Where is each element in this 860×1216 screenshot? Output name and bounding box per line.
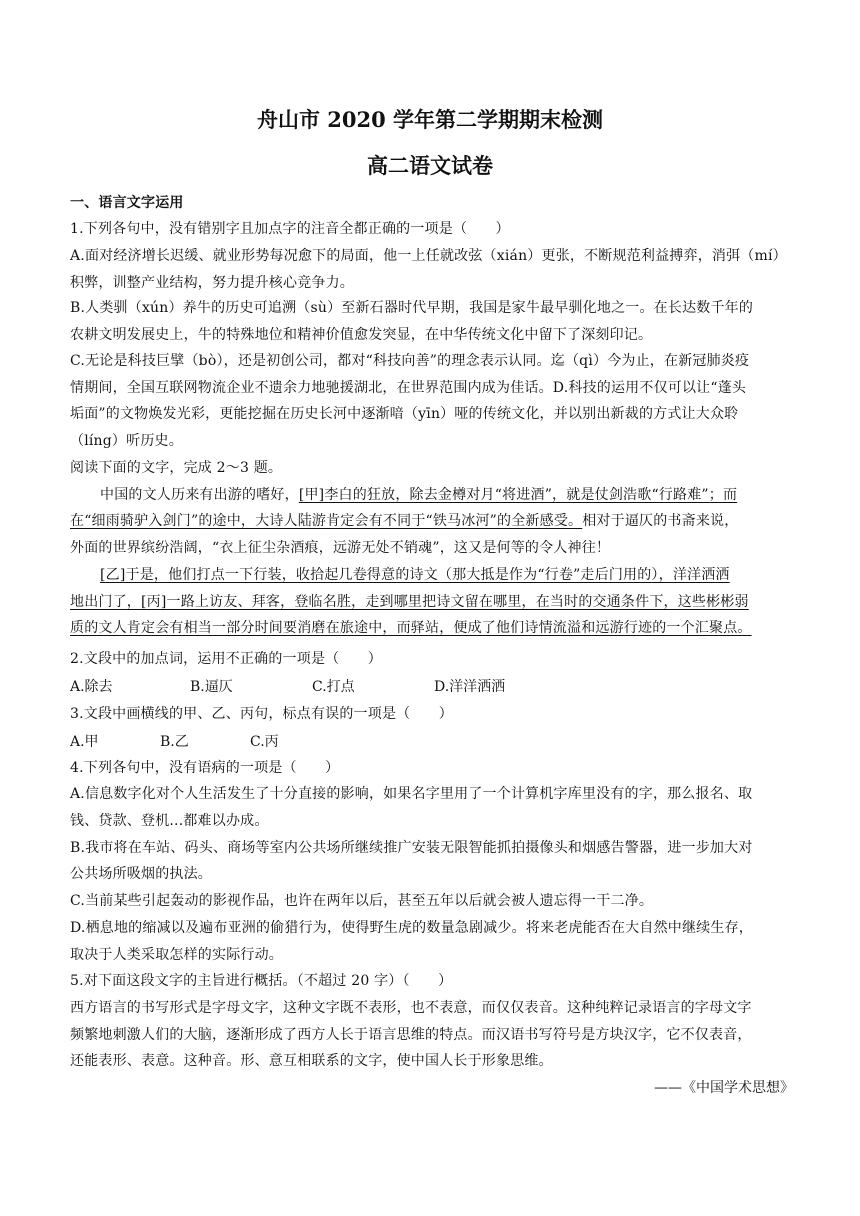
q5-text-line2: 频繁地刺激人们的大脑，逐渐形成了西方人长于语言思维的特点。而汉语书写符号是方块汉字，它不仅表音，: [70, 1027, 752, 1043]
q5-text-line3: 还能表形、表意。这种音。形、意互相联系的文字，使中国人长于形象思维。: [70, 1053, 553, 1069]
q4-option-b-line2: 公共场所吸烟的执法。: [70, 866, 212, 882]
passage-p1-line2: [70, 510, 738, 530]
q4-option-b-line1: B.我市将在车站、码头、商场等室内公共场所继续推广安装无限智能抓拍摄像头和烟感告警器，进一步加大对: [70, 840, 753, 856]
q2-option-c: C.打点: [312, 679, 355, 695]
sentence-yi: [乙]于是，他们打点一下行装，收拾起几卷得意的诗文（那大抵是作为“行卷”走后门用的），洋洋洒洒: [100, 567, 730, 583]
q1-option-a-line1: A.面对经济增长迟缓、就业形势每况愈下的局面，他一上任就改弦（xián）更张，不断规范利益搏弈，消弭（mí）: [70, 248, 787, 264]
q2-option-a: A.除去: [70, 679, 113, 695]
q1-option-c-line2: 情期间，全国互联网物流企业不遗余力地驰援湖北，在世界范围内成为佳话。D.科技的运用不仅可以让“蓬头: [70, 380, 747, 396]
q2-option-b: B.逼仄: [190, 679, 233, 695]
q4-option-d-line2: 取决于人类采取怎样的实际行动。: [70, 947, 283, 963]
q3-option-c: C.丙: [250, 734, 279, 750]
q2-option-d: D.洋洋洒洒: [434, 679, 506, 695]
q4-stem: 4.下列各句中，没有语病的一项是（ ）: [70, 760, 340, 776]
q1-option-b-line2: 农耕文明发展史上，牛的特殊地位和精神价值愈发突显，在中华传统文化中留下了深刻印记。: [70, 327, 653, 343]
q4-option-d-line1: D.栖息地的缩减以及遍布亚洲的偷猎行为，使得野生虎的数量急剧减少。将来老虎能否在大自然中继续生存，: [70, 920, 753, 936]
sentence-jia-part2: 在“细雨骑驴入剑门”的途中，大诗人陆游肯定会有不同于“铁马冰河”的全新感受。: [70, 513, 583, 529]
sentence-bing-line2: 质的文人肯定会有相当一部分时间要消磨在旅途中，而驿站，便成了他们诗情流溢和远游行迹的一个汇聚点。: [70, 620, 752, 636]
passage-intro: 阅读下面的文字，完成 2～3 题。: [70, 460, 283, 476]
q1-option-a-line2: 积弊，训整产业结构，努力提升核心竞争力。: [70, 275, 354, 291]
passage-p1-line1: [100, 484, 737, 504]
q1-option-c-line3: 垢面”的文物焕发光彩，更能挖掘在历史长河中逐渐喑（yīn）哑的传统文化，并以别出新裁的方式让大众聆: [70, 406, 739, 422]
sentence-bing-line1: 地出门了，[丙]一路上访友、拜客，登临名胜，走到哪里把诗文留在哪里，在当时的交通条件下，这些彬彬弱: [70, 594, 749, 610]
passage-p1-line2-plain: 相对于逼仄的书斋来说，: [582, 513, 739, 529]
q4-option-a-line2: 钱、贷款、登机...都难以办成。: [70, 813, 269, 829]
q1-option-c-line1: C.无论是科技巨擘（bò），还是初创公司，都对“科技向善”的理念表示认同。迄（qì）今为止，在新冠肺炎疫: [70, 353, 750, 369]
exam-title: 舟山市 2020 学年第二学期期末检测: [256, 107, 604, 132]
q4-option-c: C.当前某些引起轰动的影视作品，也许在两年以后，甚至五年以后就会被人遗忘得一干二净。: [70, 893, 654, 909]
q3-option-a: A.甲: [70, 734, 99, 750]
q4-option-a-line1: A.信息数字化对个人生活发生了十分直接的影响，如果名字里用了一个计算机字库里没有的字，那么报名、取: [70, 786, 753, 802]
passage-p1-line3: 外面的世界缤纷浩阔，“衣上征尘杂酒痕，远游无处不销魂”，这又是何等的令人神往！: [70, 540, 611, 556]
q5-stem: 5.对下面这段文字的主旨进行概括。（不超过 20 字）（ ）: [70, 973, 453, 989]
q5-text-line1: 西方语言的书写形式是字母文字，这种文字既不表形，也不表意，而仅仅表音。这种纯粹记录语言的字母文字: [70, 1000, 752, 1016]
q3-stem: 3.文段中画横线的甲、乙、丙句，标点有误的一项是（ ）: [70, 706, 453, 722]
q1-stem: 1.下列各句中，没有错别字且加点字的注音全都正确的一项是（ ）: [70, 221, 510, 237]
q5-source: ——《中国学术思想》: [654, 1080, 794, 1096]
sentence-jia-part1: [甲]李白的狂放，除去金樽对月“将进酒”，就是仗剑浩歌“行路难”；而: [298, 487, 738, 503]
q1-option-c-line4: （líng）听历史。: [70, 433, 183, 449]
q2-stem: 2.文段中的加点词，运用不正确的一项是（ ）: [70, 651, 382, 667]
q3-option-b: B.乙: [160, 734, 189, 750]
passage-p1-line1-plain: 中国的文人历来有出游的嗜好，: [100, 487, 299, 503]
q1-option-b-line1: B.人类驯（xún）养牛的历史可追溯（sù）至新石器时代早期，我国是家牛最早驯化地之一。在长达数千年的: [70, 300, 754, 316]
section-heading: 一、语言文字运用: [70, 195, 184, 211]
exam-subtitle: 高二语文试卷: [367, 153, 493, 178]
